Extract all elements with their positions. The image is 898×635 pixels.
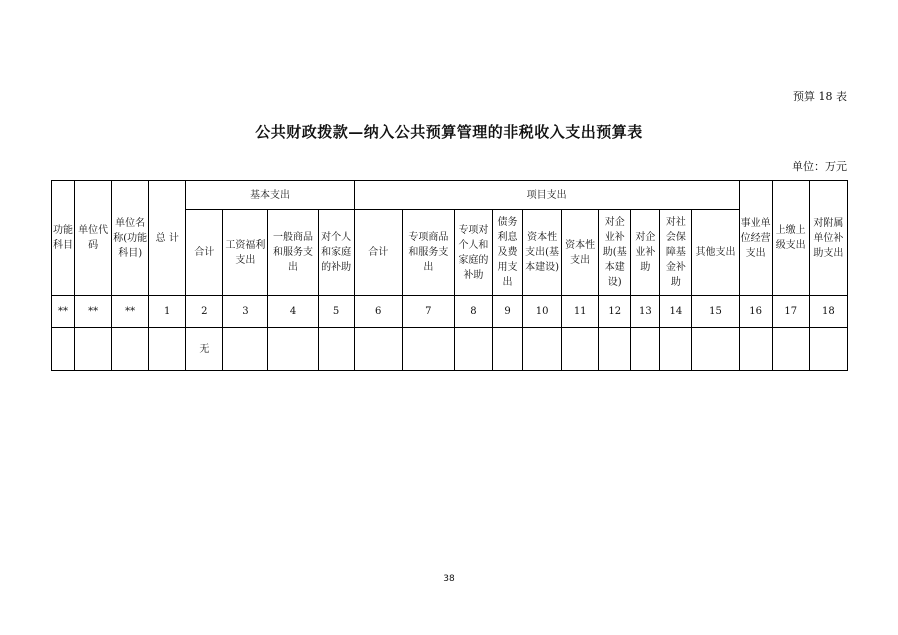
col-proj-goods: 专项商品和服务支出 [402,210,454,296]
index-cell: ** [52,296,75,328]
index-cell: 5 [318,296,354,328]
index-cell: 1 [149,296,186,328]
index-cell: ** [75,296,112,328]
data-row [52,328,848,371]
index-cell: 15 [692,296,739,328]
data-cell [631,328,660,371]
col-basic-wage: 工资福利支出 [223,210,268,296]
data-cell [149,328,186,371]
col-proj-social: 对社会保障基金补助 [660,210,692,296]
index-cell: 7 [402,296,454,328]
data-cell [402,328,454,371]
index-cell: 16 [739,296,772,328]
index-cell: 12 [599,296,631,328]
data-cell [75,328,112,371]
data-cell [660,328,692,371]
col-proj-capital: 资本性支出 [562,210,599,296]
data-cell [454,328,492,371]
index-cell: 18 [809,296,847,328]
data-cell [772,328,809,371]
col-unit-code: 单位代码 [75,181,112,296]
col-unit-name: 单位名称(功能科目) [112,181,149,296]
data-cell [739,328,772,371]
index-cell: 3 [223,296,268,328]
index-cell: 4 [268,296,318,328]
index-cell: 6 [354,296,402,328]
index-cell: 9 [492,296,522,328]
budget-table [51,180,848,371]
col-func-subject: 功能科目 [52,181,75,296]
index-cell: 13 [631,296,660,328]
col-proj-total: 合计 [354,210,402,296]
data-cell [354,328,402,371]
col-total: 总 计 [149,181,186,296]
index-cell: 11 [562,296,599,328]
index-cell: 17 [772,296,809,328]
index-cell: 2 [186,296,223,328]
table-number: 预算 18 表 [793,90,847,103]
col-proj-capital-basic: 资本性支出(基本建设) [523,210,562,296]
index-cell: ** [112,296,149,328]
col-proj-ent: 对企业补助 [631,210,660,296]
data-cell-basic-total: 无 [186,328,223,371]
index-cell: 14 [660,296,692,328]
data-cell [112,328,149,371]
data-cell [318,328,354,371]
page-title: 公共财政拨款—纳入公共预算管理的非税收入支出预算表 [255,123,643,141]
col-basic-personal: 对个人和家庭的补助 [318,210,354,296]
data-cell [562,328,599,371]
index-cell: 10 [523,296,562,328]
group-project-expenditure: 项目支出 [354,181,739,210]
index-cell: 8 [454,296,492,328]
col-proj-ent-basic: 对企业补助(基本建设) [599,210,631,296]
data-cell [52,328,75,371]
col-basic-goods: 一般商品和服务支出 [268,210,318,296]
col-biz-op: 事业单位经营支出 [739,181,772,296]
data-cell [492,328,522,371]
unit-label: 单位：万元 [792,160,847,173]
col-sub-unit: 对附属单位补助支出 [809,181,847,296]
data-cell [809,328,847,371]
index-row [52,296,848,328]
col-remit-upper: 上缴上级支出 [772,181,809,296]
page-number: 38 [443,574,455,584]
col-basic-total: 合计 [186,210,223,296]
group-basic-expenditure: 基本支出 [186,181,354,210]
data-cell [599,328,631,371]
data-cell [268,328,318,371]
data-cell [523,328,562,371]
col-proj-debt: 债务利息及费用支出 [492,210,522,296]
data-cell [223,328,268,371]
col-proj-personal: 专项对个人和家庭的补助 [454,210,492,296]
data-cell [692,328,739,371]
col-proj-other: 其他支出 [692,210,739,296]
